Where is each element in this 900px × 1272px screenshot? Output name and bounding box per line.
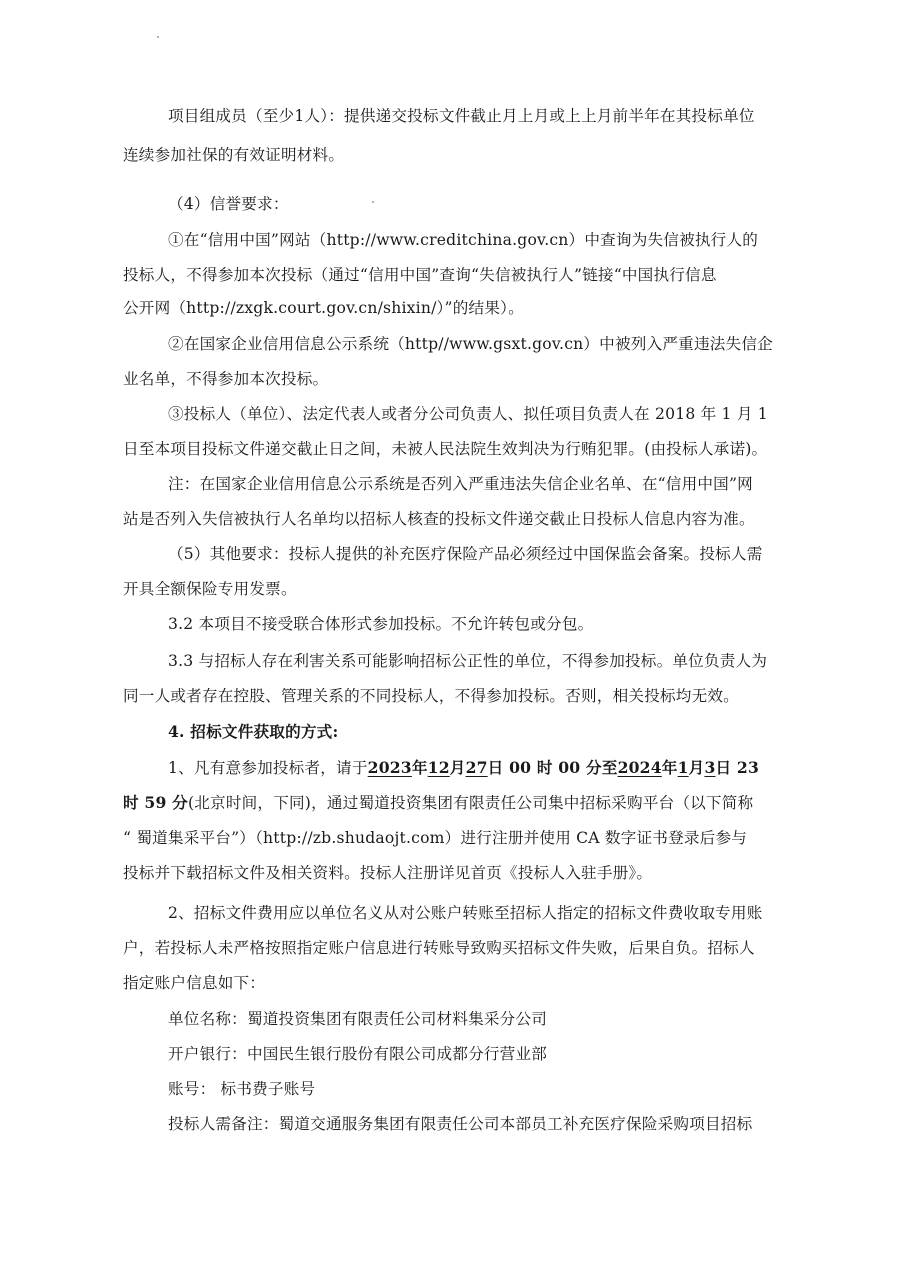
account-bank-line: 开户银行：中国民生银行股份有限公司成都分行营业部 [168, 1045, 548, 1063]
scan-speck [157, 36, 159, 38]
text-line: 投标人，不得参加本次投标（通过“信用中国”查询“失信被执行人”链接“中国执行信息 [123, 266, 717, 284]
text-line-rest: (北京时间，下同)，通过蜀道投资集团有限责任公司集中招标采购平台（以下简称 [187, 794, 754, 812]
end-day: 3 [704, 758, 716, 777]
end-time-minutes: 时 59 分 [123, 793, 188, 812]
account-name-line: 单位名称：蜀道投资集团有限责任公司材料集采分公司 [168, 1010, 548, 1028]
end-time-text: 日 23 [715, 758, 760, 777]
text-line: 日至本项目投标文件递交截止日之间，未被人民法院生效判决为行贿犯罪。(由投标人承诺)。 [123, 440, 768, 458]
text-line: 公开网（http://zxgk.court.gov.cn/shixin/）”的结果）。 [123, 299, 524, 317]
section-4-heading: 4. 招标文件获取的方式: [168, 722, 339, 741]
year-text: 年 [661, 758, 678, 777]
end-year: 2024 [617, 758, 662, 777]
month-text: 月 [449, 758, 466, 777]
end-month: 1 [677, 758, 689, 777]
year-text: 年 [411, 758, 428, 777]
section-heading: （4）信誉要求： [168, 195, 289, 213]
clause-3-2: 3.2 本项目不接受联合体形式参加投标。不允许转包或分包。 [168, 615, 594, 633]
text-line: 业名单，不得参加本次投标。 [123, 370, 329, 388]
text-line: 指定账户信息如下： [123, 974, 266, 992]
clause-3-3: 3.3 与招标人存在利害关系可能影响招标公正性的单位，不得参加投标。单位负责人为 [168, 652, 768, 670]
text-line: 开具全额保险专用发票。 [123, 580, 297, 598]
text-line: 投标并下载招标文件及相关资料。投标人注册详见首页《投标人入驻手册》。 [123, 864, 653, 882]
start-month: 12 [427, 758, 450, 777]
date-line-prefix: 1、凡有意参加投标者，请于 [168, 759, 368, 777]
start-time-text: 日 00 时 00 分至 [487, 758, 618, 777]
text-line: ①在“信用中国”网站（http://www.creditchina.gov.cn）中查询为失信被执行人的 [168, 231, 759, 249]
text-line: “ 蜀道集采平台”）（http://zb.shudaojt.com）进行注册并使用 CA 数字证书登录后参与 [123, 829, 748, 847]
month-text: 月 [688, 758, 705, 777]
text-line: （5）其他要求：投标人提供的补充医疗保险产品必须经过中国保监会备案。投标人需 [168, 545, 763, 563]
scan-speck [372, 201, 374, 203]
text-line: 同一人或者存在控股、管理关系的不同投标人，不得参加投标。否则，相关投标均无效。 [123, 687, 739, 705]
text-line: 项目组成员（至少1人）：提供递交投标文件截止月上月或上上月前半年在其投标单位 [168, 107, 755, 125]
note-line: 站是否列入失信被执行人名单均以招标人核查的投标文件递交截止日投标人信息内容为准。 [123, 510, 755, 528]
text-line: 户，若投标人未严格按照指定账户信息进行转账导致购买招标文件失败，后果自负。招标人 [123, 939, 755, 957]
remark-line: 投标人需备注：蜀道交通服务集团有限责任公司本部员工补充医疗保险采购项目招标 [168, 1115, 753, 1133]
start-day: 27 [465, 758, 488, 777]
text-line: 2、招标文件费用应以单位名义从对公账户转账至招标人指定的招标文件费收取专用账 [168, 904, 763, 922]
start-year: 2023 [367, 758, 412, 777]
text-line: 连续参加社保的有效证明材料。 [123, 146, 345, 164]
text-line: ③投标人（单位）、法定代表人或者分公司负责人、拟任项目负责人在 2018 年 1 月 1 [168, 405, 768, 423]
date-line [168, 758, 759, 778]
note-line: 注：在国家企业信用信息公示系统是否列入严重违法失信企业名单、在“信用中国”网 [168, 475, 753, 493]
text-line: ②在国家企业信用信息公示系统（http//www.gsxt.gov.cn）中被列入严重违法失信企 [168, 335, 773, 353]
account-number-line: 账号： 标书费子账号 [168, 1080, 316, 1098]
text-line [123, 793, 753, 813]
